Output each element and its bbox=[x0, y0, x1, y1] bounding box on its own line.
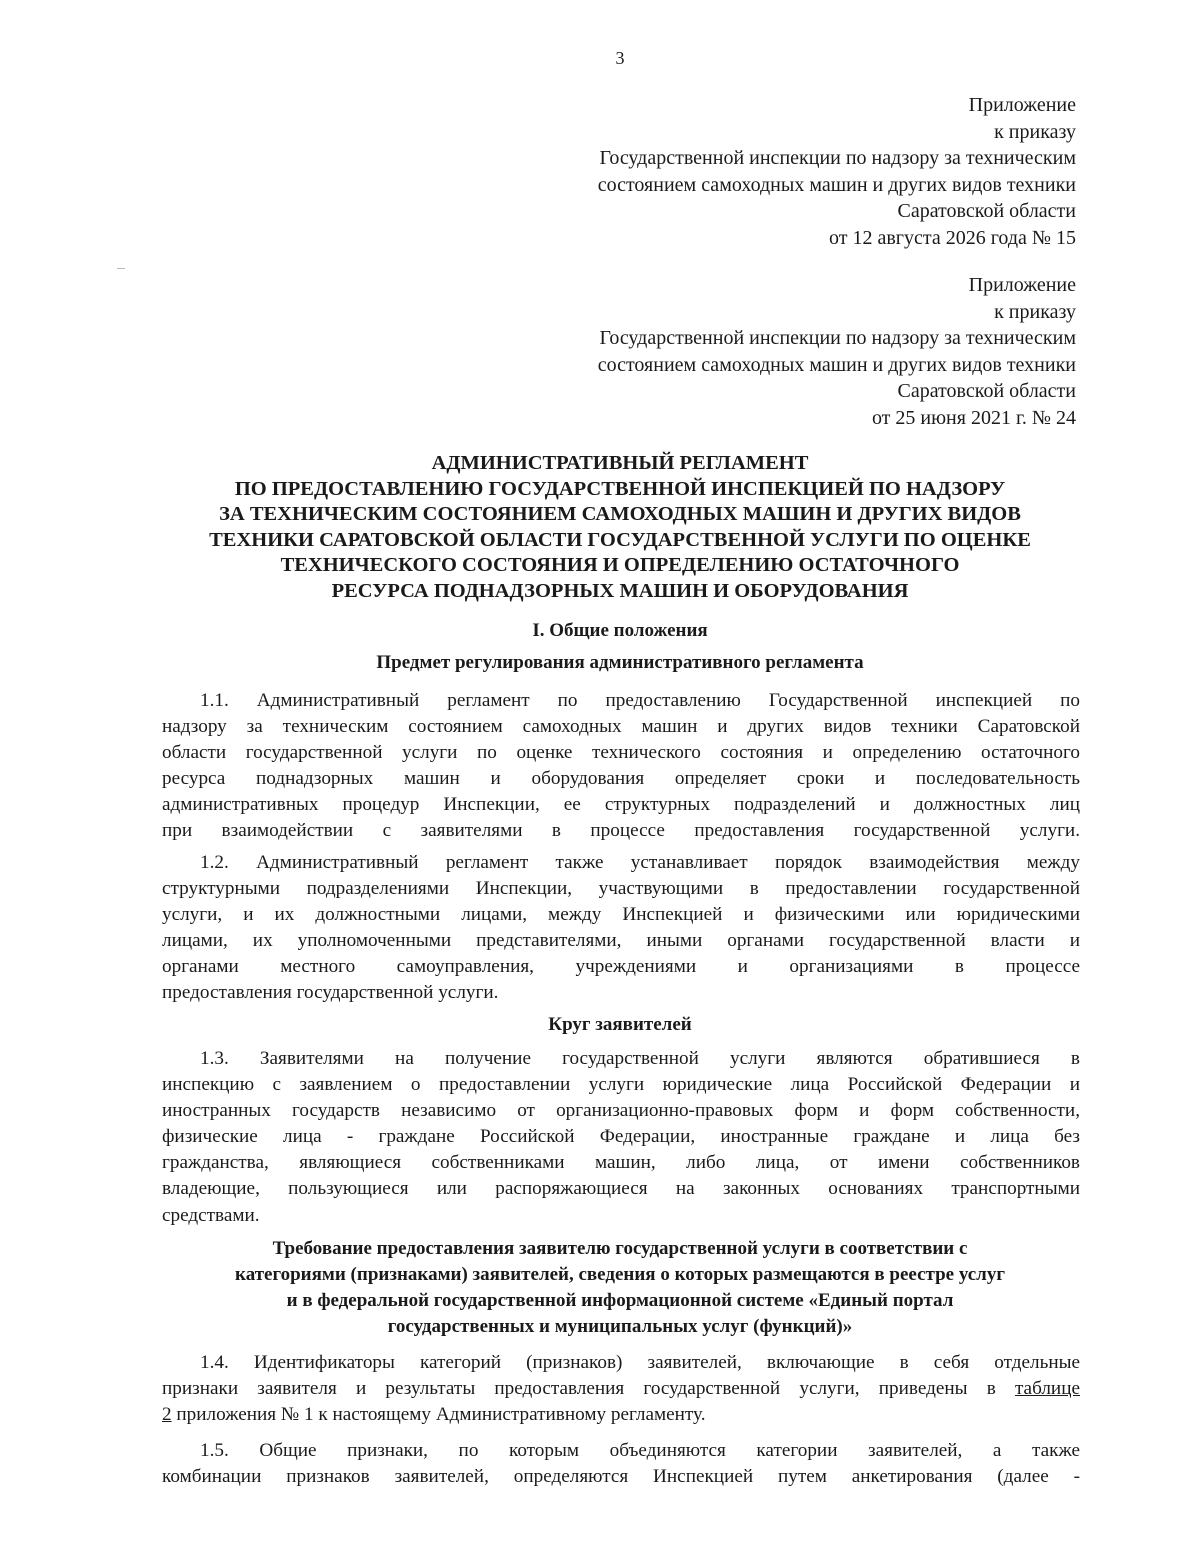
paragraph-line: области государственной услуги по оценке технического состояния и определению остаточного bbox=[162, 742, 1080, 764]
paragraph-1-2 bbox=[162, 850, 1080, 1007]
title-line: АДМИНИСТРАТИВНЫЙ РЕГЛАМЕНТ bbox=[431, 452, 809, 474]
paragraph-line: физические лица - граждане Российской Федерации, иностранные граждане и лица без bbox=[162, 1126, 1080, 1148]
paragraph-line: лицами, их уполномоченными представителями, иными органами государственной власти и bbox=[162, 930, 1080, 952]
paragraph-1-4 bbox=[162, 1350, 1080, 1428]
paragraph-line: ресурса поднадзорных машин и оборудования определяет сроки и последовательность bbox=[162, 768, 1080, 790]
annex-line: от 25 июня 2021 г. № 24 bbox=[871, 406, 1076, 429]
table-link-number[interactable]: 2 bbox=[162, 1404, 172, 1426]
annex-line: от 12 августа 2026 года № 15 bbox=[828, 226, 1076, 249]
paragraph-line: инспекцию с заявлением о предоставлении услуги юридические лица Российской Федерации и bbox=[162, 1074, 1080, 1096]
margin-mark bbox=[117, 268, 125, 269]
paragraph-line: комбинации признаков заявителей, определяются Инспекцией путем анкетирования (далее - bbox=[162, 1466, 1080, 1488]
applicants-heading-text: Круг заявителей bbox=[548, 1014, 692, 1035]
annex-line: к приказу bbox=[994, 300, 1076, 323]
paragraph-1-3 bbox=[162, 1046, 1080, 1229]
paragraph-line: структурными подразделениями Инспекции, участвующими в предоставлении государственной bbox=[162, 878, 1080, 900]
requirement-heading-line: и в федеральной государственной информационной системе «Единый портал bbox=[286, 1290, 954, 1311]
subsection-heading bbox=[150, 650, 1090, 676]
annex-block-original bbox=[516, 272, 1076, 431]
title-line: ТЕХНИКИ САРАТОВСКОЙ ОБЛАСТИ ГОСУДАРСТВЕННОЙ УСЛУГИ ПО ОЦЕНКЕ bbox=[209, 528, 1031, 551]
annex-line: Государственной инспекции по надзору за техническим bbox=[599, 327, 1076, 349]
annex-line: Приложение bbox=[968, 94, 1076, 116]
table-link[interactable]: таблице bbox=[1014, 1378, 1080, 1400]
annex-line: Приложение bbox=[968, 274, 1076, 296]
paragraph-line: органами местного самоуправления, учреждениями и организациями в процессе bbox=[162, 956, 1080, 978]
paragraph-line: надзору за техническим состоянием самоходных машин и других видов техники Саратовской bbox=[162, 716, 1080, 738]
title-line: РЕСУРСА ПОДНАДЗОРНЫХ МАШИН И ОБОРУДОВАНИЯ bbox=[331, 579, 909, 602]
title-line: ТЕХНИЧЕСКОГО СОСТОЯНИЯ И ОПРЕДЕЛЕНИЮ ОСТАТОЧНОГО bbox=[280, 554, 960, 576]
page-number: 3 bbox=[615, 48, 625, 68]
title-line: ПО ПРЕДОСТАВЛЕНИЮ ГОСУДАРСТВЕННОЙ ИНСПЕКЦИЕЙ ПО НАДЗОРУ bbox=[234, 477, 1006, 500]
paragraph-line: иностранных государств независимо от организационно-правовых форм и форм собственности, bbox=[162, 1100, 1080, 1122]
subsection-heading-text: Предмет регулирования административного регламента bbox=[376, 652, 864, 673]
paragraph-line: при взаимодействии с заявителями в процессе предоставления государственной услуги. bbox=[162, 820, 1080, 842]
paragraph-text: признаки заявителя и результаты предоставления государственной услуги, приведены в bbox=[162, 1378, 1015, 1400]
paragraph-line: 1.5. Общие признаки, по которым объединяются категории заявителей, а также bbox=[200, 1440, 1080, 1461]
annex-line: состоянием самоходных машин и других видов техники bbox=[597, 353, 1076, 376]
paragraph-line bbox=[162, 1376, 1080, 1402]
annex-block-current bbox=[516, 92, 1076, 251]
requirement-heading-line: категориями (признаками) заявителей, сведения о которых размещаются в реестре услуг bbox=[235, 1264, 1005, 1285]
annex-line: Саратовской области bbox=[897, 380, 1076, 402]
paragraph-1-5 bbox=[162, 1438, 1080, 1490]
annex-line: к приказу bbox=[994, 120, 1076, 143]
paragraph-line: предоставления государственной услуги. bbox=[162, 982, 499, 1004]
annex-line: состоянием самоходных машин и других видов техники bbox=[597, 173, 1076, 196]
section-heading-text: I. Общие положения bbox=[532, 620, 708, 641]
paragraph-line: владеющие, пользующиеся или распоряжающиеся на законных основаниях транспортными bbox=[162, 1178, 1080, 1200]
paragraph-line: административных процедур Инспекции, ее структурных подразделений и должностных лиц bbox=[162, 794, 1080, 816]
requirement-heading-line: Требование предоставления заявителю государственной услуги в соответствии с bbox=[272, 1238, 968, 1259]
annex-line: Государственной инспекции по надзору за техническим bbox=[599, 147, 1076, 169]
paragraph-line: услуги, и их должностными лицами, между Инспекцией и физическими или юридическими bbox=[162, 904, 1080, 926]
section-heading bbox=[150, 618, 1090, 644]
requirement-heading bbox=[150, 1236, 1090, 1340]
applicants-heading bbox=[150, 1012, 1090, 1038]
paragraph-1-1 bbox=[162, 688, 1080, 845]
paragraph-line: 1.3. Заявителями на получение государственной услуги являются обратившиеся в bbox=[200, 1048, 1080, 1069]
annex-line: Саратовской области bbox=[897, 200, 1076, 222]
paragraph-text: приложения № 1 к настоящему Административному регламенту. bbox=[171, 1404, 706, 1426]
title-line: ЗА ТЕХНИЧЕСКИМ СОСТОЯНИЕМ САМОХОДНЫХ МАШИН И ДРУГИХ ВИДОВ bbox=[219, 503, 1021, 525]
paragraph-line: 1.2. Административный регламент также устанавливает порядок взаимодействия между bbox=[200, 852, 1080, 873]
paragraph-line: гражданства, являющиеся собственниками машин, либо лица, от имени собственников bbox=[162, 1152, 1080, 1174]
requirement-heading-line: государственных и муниципальных услуг (функций)» bbox=[387, 1316, 853, 1337]
paragraph-line: 1.1. Административный регламент по предоставлению Государственной инспекцией по bbox=[200, 690, 1080, 711]
document-title bbox=[150, 451, 1090, 604]
paragraph-line: 1.4. Идентификаторы категорий (признаков) заявителей, включающие в себя отдельные bbox=[200, 1352, 1080, 1373]
paragraph-line: средствами. bbox=[162, 1204, 260, 1226]
paragraph-line bbox=[162, 1402, 1080, 1428]
